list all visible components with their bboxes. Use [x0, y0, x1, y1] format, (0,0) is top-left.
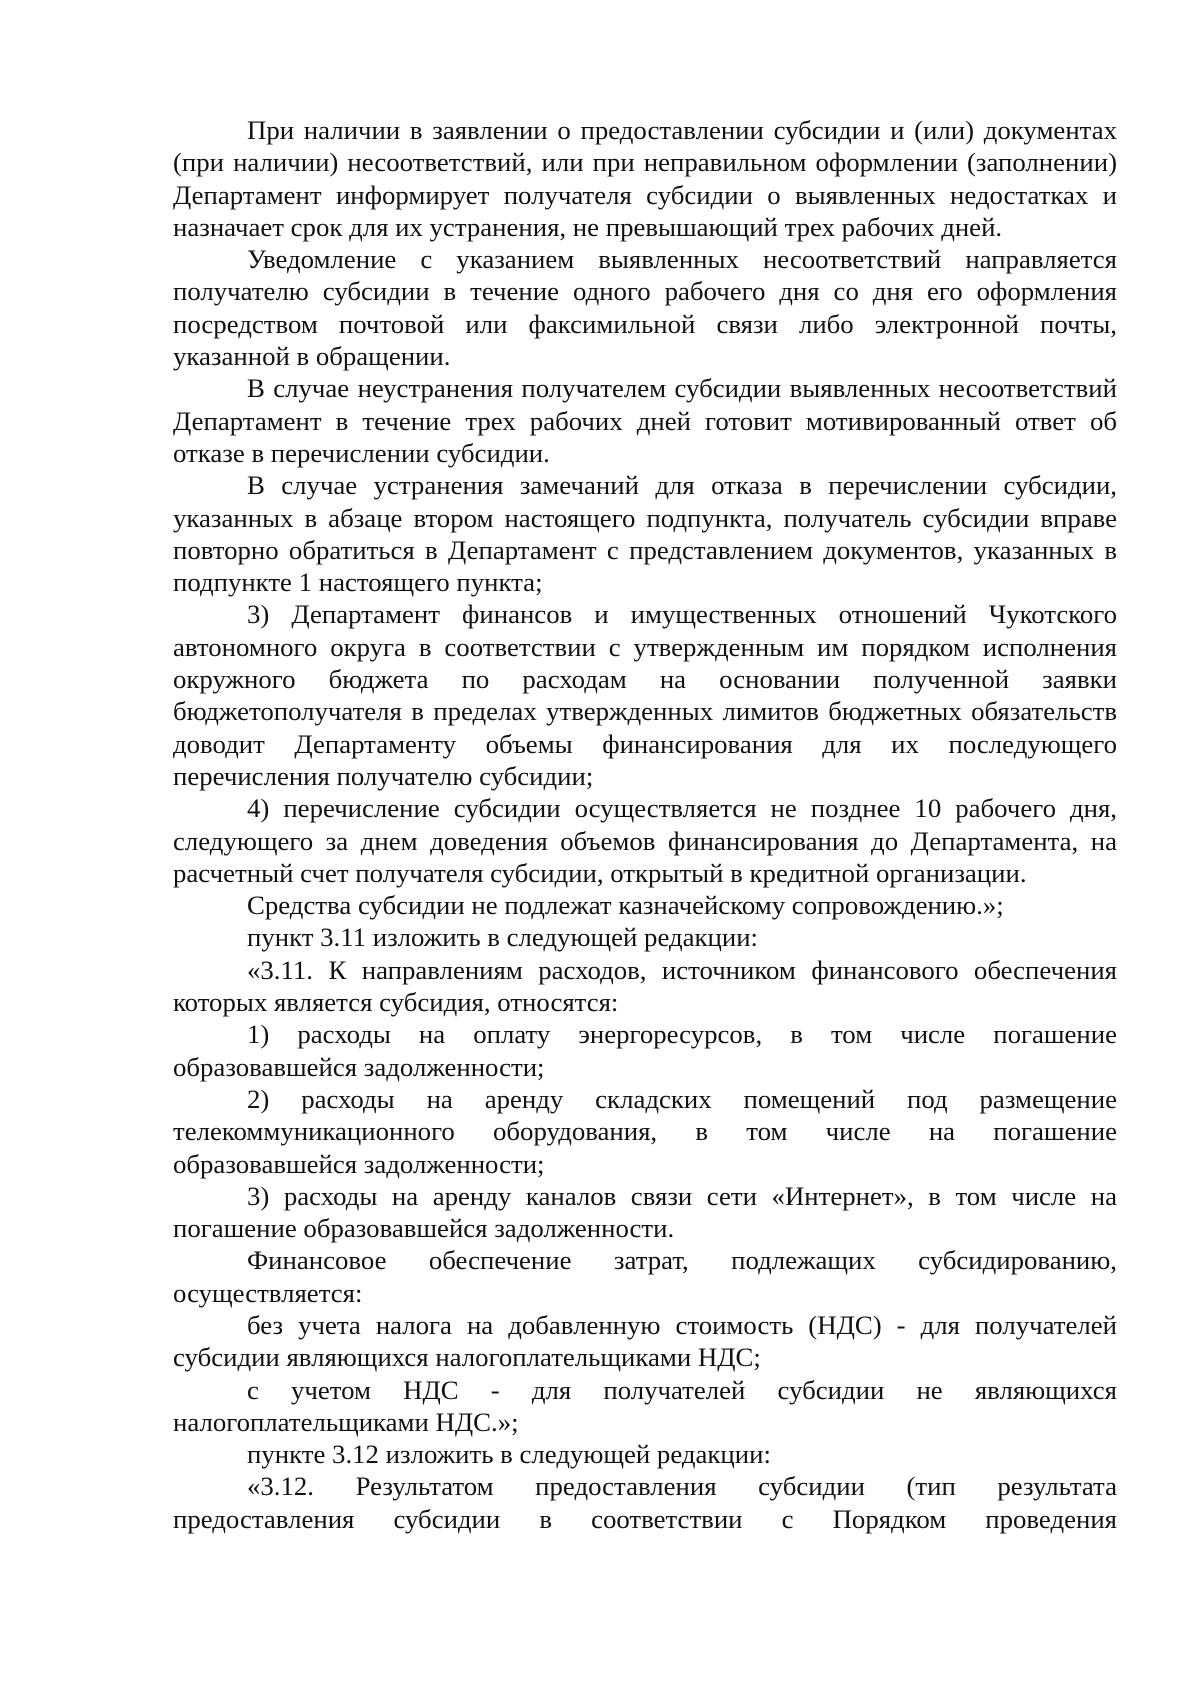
paragraph-amend-3-12: пункте 3.12 изложить в следующей редакции: — [247, 1439, 771, 1470]
paragraph-treasury-support: Средства субсидии не подлежат казначейскому сопровождению.»; — [247, 890, 1004, 921]
paragraph-with-vat: с учетом НДС - для получателей субсидии не являющихся налогоплательщиками НДС.»; — [173, 1374, 1117, 1437]
paragraph-deficiencies-notice: При наличии в заявлении о предоставлении субсидии и (или) документах (при наличии) несоответствий, или при неправильном оформлении (заполнении) Департамент информирует получателя субсидии о выявленных недостатках и назначает срок для их устранения, не превышающий трех рабочих дней. — [173, 115, 1117, 242]
paragraph-expense-warehouse: 2) расходы на аренду складских помещений под размещение телекоммуникационного оборудования, в том числе на погашение образовавшейся задолженности; — [173, 1083, 1117, 1179]
paragraph-resubmission: В случае устранения замечаний для отказа в перечислении субсидии, указанных в абзаце втором настоящего подпункта, получатель субсидии вправе повторно обратиться в Департамент с представлением документов, указанных в подпункте 1 настоящего пункта; — [173, 470, 1117, 598]
paragraph-refusal: В случае неустранения получателем субсидии выявленных несоответствий Департамент в течение трех рабочих дней готовит мотивированный ответ об отказе в перечислении субсидии. — [173, 373, 1117, 468]
paragraph-item-4-transfer: 4) перечисление субсидии осуществляется не позднее 10 рабочего дня, следующего за днем доведения объемов финансирования до Департамента, на расчетный счет получателя субсидии, открытый в кредитной организации. — [173, 793, 1117, 888]
paragraph-without-vat: без учета налога на добавленную стоимость (НДС) - для получателей субсидии являющихся налогоплательщиками НДС; — [173, 1309, 1117, 1373]
paragraph-item-3-finance-department: 3) Департамент финансов и имущественных отношений Чукотского автономного округа в соответствии с утвержденным им порядком исполнения окружного бюджета по расходам на основании полученной заявки бюджетополучателя в пределах утвержденных лимитов бюджетных обязательств доводит Департаменту объемы финансирования для их последующего перечисления получателю субсидии; — [173, 599, 1117, 791]
paragraph-cost-coverage: Финансовое обеспечение затрат, подлежащих субсидированию, осуществляется: — [173, 1245, 1117, 1308]
paragraph-expense-energy: 1) расходы на оплату энергоресурсов, в том числе погашение образовавшейся задолженности; — [173, 1019, 1117, 1082]
paragraph-expense-internet: 3) расходы на аренду каналов связи сети «Интернет», в том числе на погашение образовавшейся задолженности. — [173, 1180, 1117, 1244]
paragraph-amend-3-11: пункт 3.11 изложить в следующей редакции: — [247, 922, 758, 953]
paragraph-clause-3-11: «3.11. К направлениям расходов, источником финансового обеспечения которых является субсидия, относятся: — [173, 954, 1117, 1018]
document-page — [173, 114, 1117, 1535]
paragraph-notification: Уведомление с указанием выявленных несоответствий направляется получателю субсидии в течение одного рабочего дня со дня его оформления посредством почтовой или факсимильной связи либо электронной почты, указанной в обращении. — [173, 244, 1117, 372]
paragraph-clause-3-12: «3.12. Результатом предоставления субсидии (тип результата предоставления субсидии в соответствии с Порядком проведения — [173, 1471, 1117, 1534]
